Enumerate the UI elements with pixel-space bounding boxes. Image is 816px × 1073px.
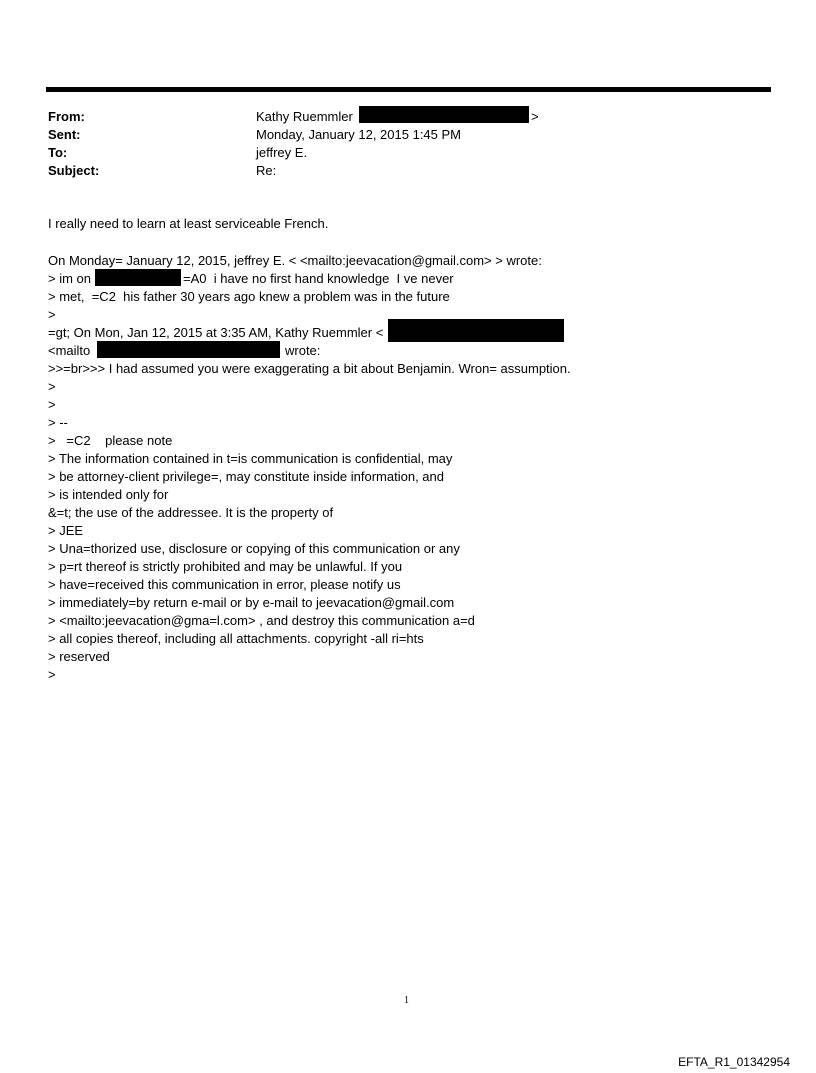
- subject-value: Re:: [256, 163, 277, 178]
- body-line: > all copies thereof, including all attachments. copyright -all ri=hts: [48, 631, 424, 646]
- from-name: Kathy Ruemmler: [256, 109, 353, 124]
- body-line: > be attorney-client privilege=, may constitute inside information, and: [48, 469, 444, 484]
- body-line: > have=received this communication in error, please notify us: [48, 577, 401, 592]
- body-line: wrote:: [285, 343, 321, 358]
- body-line: >>=br>>> I had assumed you were exaggerating a bit about Benjamin. Wron= assumption.: [48, 361, 571, 376]
- body-line: > --: [48, 415, 68, 430]
- from-label: From:: [48, 109, 85, 124]
- redaction-box: [97, 341, 280, 358]
- body-line: >: [48, 379, 56, 394]
- redaction-box: [359, 106, 529, 123]
- body-line: > reserved: [48, 649, 110, 664]
- document-id: EFTA_R1_01342954: [678, 1055, 790, 1069]
- redaction-box: [95, 269, 181, 286]
- header-rule: [46, 87, 771, 92]
- body-line: >: [48, 307, 56, 322]
- body-line: =gt; On Mon, Jan 12, 2015 at 3:35 AM, Kathy Ruemmler <: [48, 325, 384, 340]
- from-close: >: [531, 109, 539, 124]
- body-line: >: [48, 667, 56, 682]
- body-line: > p=rt thereof is strictly prohibited and may be unlawful. If you: [48, 559, 403, 574]
- body-line: > met, =C2 his father 30 years ago knew a problem was in the future: [48, 289, 450, 304]
- body-line: &=t; the use of the addressee. It is the property of: [48, 505, 334, 520]
- to-label: To:: [48, 145, 68, 160]
- body-line: >: [48, 397, 56, 412]
- body-line: > The information contained in t=is communication is confidential, may: [48, 451, 453, 466]
- body-line: > <mailto:jeevacation@gma=l.com> , and destroy this communication a=d: [48, 613, 475, 628]
- body-line: =A0 i have no first hand knowledge I ve never: [183, 271, 454, 286]
- body-line: > Una=thorized use, disclosure or copying of this communication or any: [48, 541, 460, 556]
- body-line: > im on: [48, 271, 91, 286]
- body-line: I really need to learn at least serviceable French.: [48, 216, 329, 231]
- subject-label: Subject:: [48, 163, 100, 178]
- body-line: > immediately=by return e-mail or by e-mail to jeevacation@gmail.com: [48, 595, 455, 610]
- body-line: On Monday= January 12, 2015, jeffrey E. < <mailto:jeevacation@gmail.com> > wrote:: [48, 253, 542, 268]
- sent-label: Sent:: [48, 127, 81, 142]
- body-line: <mailto: [48, 343, 91, 358]
- redaction-box: [388, 319, 564, 342]
- body-line: > JEE: [48, 523, 84, 538]
- sent-value: Monday, January 12, 2015 1:45 PM: [256, 127, 461, 142]
- page-number: 1: [404, 995, 409, 1006]
- body-line: > is intended only for: [48, 487, 169, 502]
- body-line: > =C2 please note: [48, 433, 173, 448]
- to-value: jeffrey E.: [256, 145, 308, 160]
